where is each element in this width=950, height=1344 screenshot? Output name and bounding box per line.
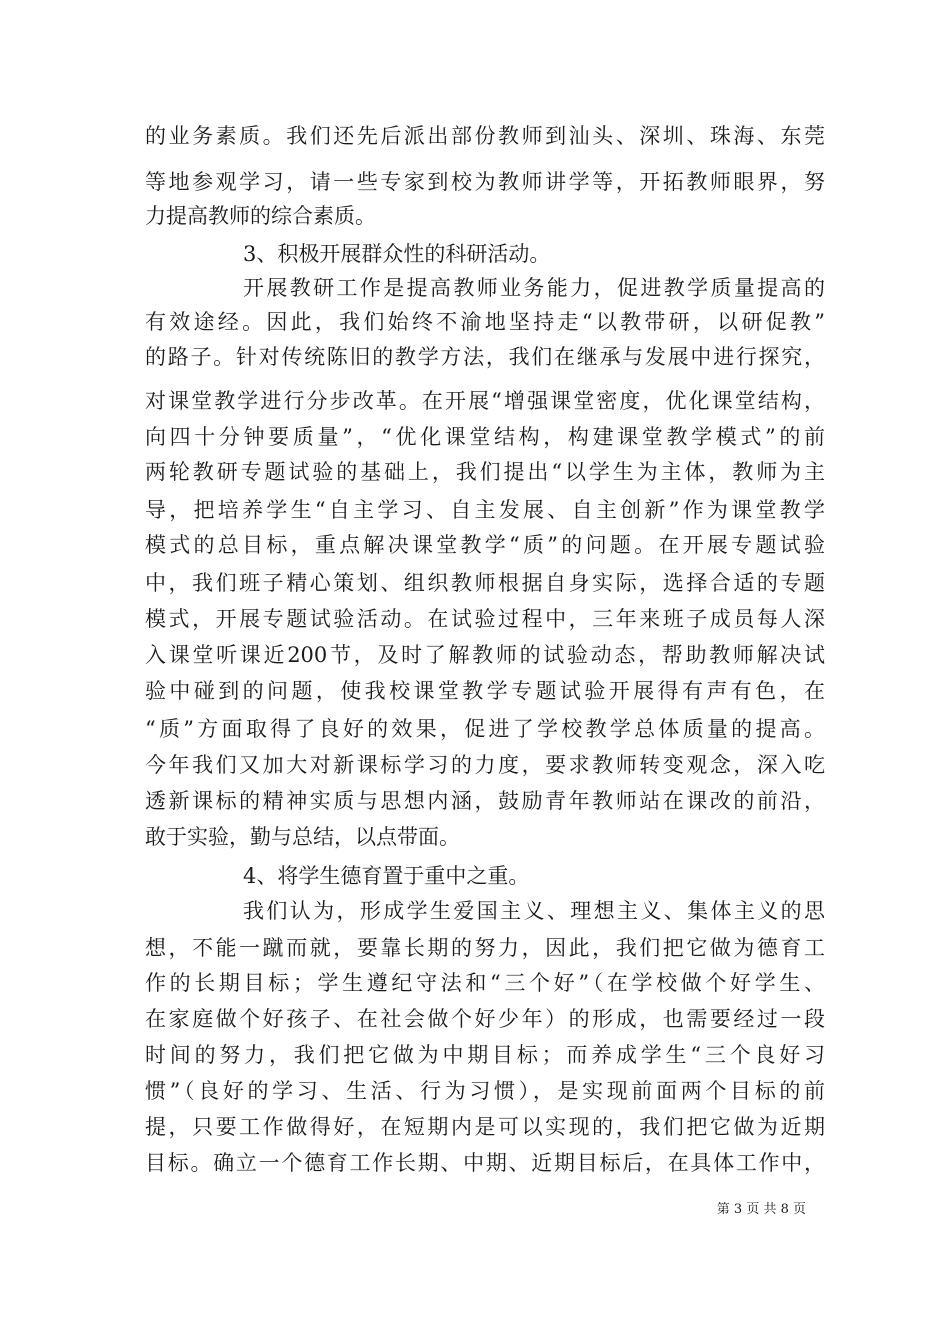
text-line: 时间的努力，我们把它做为中期目标；而养成学生“三个良好习 [145,1043,825,1067]
text-line: 向四十分钟要质量”，“优化课堂结构，构建课堂教学模式”的前 [145,425,825,449]
text-line: 提，只要工作做得好，在短期内是可以实现的，我们把它做为近期 [145,1115,825,1139]
page-number: 第 3 页 共 8 页 [716,1202,806,1217]
text-line: 今年我们又加大对新课标学习的力度，要求教师转变观念，深入吃 [145,753,825,777]
text-line: 想，不能一蹴而就，要靠长期的努力，因此，我们把它做为德育工 [145,936,825,960]
text-line: 对课堂教学进行分步改革。在开展“增强课堂密度，优化课堂结构， [145,389,825,413]
text-line: 敢于实验，勤与总结，以点带面。 [145,825,460,849]
text-line: 有效途经。因此，我们始终不渝地坚持走“以教带研，以研促教” [145,310,825,334]
text-line: 验中碰到的问题，使我校课堂教学专题试验开展得有声有色，在 [145,679,825,703]
text-line: 等地参观学习，请一些专家到校为教师讲学等，开拓教师眼界，努 [145,170,825,194]
text-line: 的路子。针对传统陈旧的教学方法，我们在继承与发展中进行探究， [145,345,825,369]
text-line: 中，我们班子精心策划、组织教师根据自身实际，选择合适的专题 [145,571,825,595]
text-line: 导，把培养学生“自主学习、自主发展、自主创新”作为课堂教学 [145,498,825,522]
text-line: 惯”（良好的学习、生活、行为习惯），是实现前面两个目标的前 [145,1079,825,1103]
text-line: 透新课标的精神实质与思想内涵，鼓励青年教师站在课改的前沿， [145,789,825,813]
text-line: 模式，开展专题试验活动。在试验过程中，三年来班子成员每人深 [145,607,825,631]
text-line: 目标。确立一个德育工作长期、中期、近期目标后，在具体工作中， [145,1151,825,1175]
text-line: 开展教研工作是提高教师业务能力，促进教学质量提高的 [243,276,825,300]
text-line: 4、将学生德育置于重中之重。 [243,864,530,888]
text-line: 在家庭做个好孩子、在社会做个好少年）的形成，也需要经过一段 [145,1007,825,1031]
text-line: 3、积极开展群众性的科研活动。 [243,242,551,266]
text-line: 我们认为，形成学生爱国主义、理想主义、集体主义的思 [243,899,825,923]
text-line: 作的长期目标；学生遵纪守法和“三个好”（在学校做个好学生、 [145,971,825,995]
text-line: 模式的总目标，重点解决课堂教学“质”的问题。在开展专题试验 [145,533,825,557]
text-line: 入课堂听课近200节，及时了解教师的试验动态，帮助教师解决试 [145,643,825,667]
text-line: 力提高教师的综合素质。 [145,204,376,228]
text-line: 的业务素质。我们还先后派出部份教师到汕头、深圳、珠海、东莞 [145,124,825,148]
text-line: 两轮教研专题试验的基础上，我们提出“以学生为主体，教师为主 [145,460,825,484]
text-line: “质”方面取得了良好的效果，促进了学校教学总体质量的提高。 [145,717,825,741]
